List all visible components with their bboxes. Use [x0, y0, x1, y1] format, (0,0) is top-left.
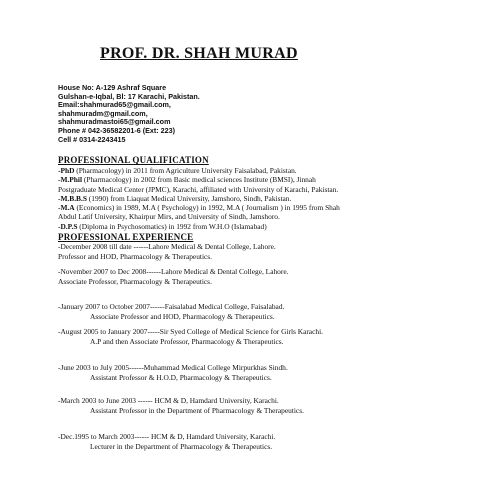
experience-role: Lecturer in the Department of Pharmacology & Therapeutics.	[90, 441, 273, 451]
experience-period: -December 2008 till date ------Lahore Medical & Dental College, Lahore.	[58, 242, 276, 251]
experience-entry	[58, 432, 488, 452]
address-line: House No: A-129 Ashraf Square	[58, 83, 167, 92]
experience-period: -August 2005 to January 2007-----Sir Syed College of Medical Science for Girls Karachi.	[58, 327, 323, 336]
experience-entry	[58, 327, 488, 347]
page-title: PROF. DR. SHAH MURAD	[100, 45, 298, 62]
degree-detail: Abdul Latif University, Khairpur Mirs, and University of Sindh, Jamshoro.	[58, 212, 280, 222]
cell-line: Cell # 0314-2243415	[58, 134, 126, 144]
degree-detail: (1990) from Liaquat Medical University, Jamshoro, Sindh, Pakistan.	[86, 193, 292, 203]
experience-role: Assistant Professor & H.O.D, Pharmacology & Therapeutics.	[90, 372, 272, 382]
qualification-heading: PROFESSIONAL QUALIFICATION	[58, 155, 209, 165]
experience-period: -June 2003 to July 2005------Muhammad Medical College Mirpurkhas Sindh.	[58, 363, 288, 372]
experience-period: -March 2003 to June 2003 ------ HCM & D, Hamdard University, Karachi.	[58, 396, 279, 405]
qualification-item	[58, 203, 488, 212]
email-line: Email:shahmurad65@gmail.com,	[58, 100, 171, 110]
experience-period: -November 2007 to Dec 2008------Lahore Medical & Dental College, Lahore.	[58, 267, 289, 276]
degree-label: -M.B.B.S	[58, 193, 87, 203]
degree-label: -M.Phil	[58, 175, 83, 185]
degree-detail: (Pharmacology) in 2002 from Basic medical sciences Institute (BMSI), Jinnah	[82, 175, 316, 185]
degree-detail: (Pharmacology) in 2011 from Agriculture University Faisalabad, Pakistan.	[74, 166, 297, 175]
contact-block	[58, 84, 200, 144]
address-line: Gulshan-e-Iqbal, Bl: 17 Karachi, Pakistan.	[58, 91, 200, 101]
experience-role: Assistant Professor in the Department of Pharmacology & Therapeutics.	[90, 405, 304, 415]
experience-entry	[58, 267, 488, 287]
qualification-item	[58, 185, 488, 194]
qualification-item	[58, 194, 488, 203]
qualification-list	[58, 166, 488, 231]
qualification-item	[58, 222, 488, 231]
qualification-item	[58, 175, 488, 184]
degree-detail: Postgraduate Medical Center (JPMC), Karachi, affiliated with University of Karachi, Pakistan.	[58, 184, 339, 194]
qualification-item	[58, 212, 488, 221]
experience-entry	[58, 363, 488, 383]
degree-label: -M.A	[58, 203, 75, 213]
experience-heading: PROFESSIONAL EXPERIENCE	[58, 232, 194, 242]
degree-label: -D.P.S	[58, 221, 78, 231]
experience-entry	[58, 302, 488, 322]
degree-detail: (Economics) in 1989, M.A ( Psychology) in 1992, M.A ( Journalism ) in 1995 from Shah	[74, 203, 340, 213]
experience-entry	[58, 242, 488, 262]
experience-role: Associate Professor, Pharmacology & Therapeutics.	[58, 276, 212, 286]
experience-role: Associate Professor and HOD, Pharmacology & Therapeutics.	[90, 311, 275, 321]
experience-role: Professor and HOD, Pharmacology & Therapeutics.	[58, 251, 213, 261]
experience-period: -Dec.1995 to March 2003------ HCM & D, Hamdard University, Karachi.	[58, 432, 276, 441]
email-line: shahmuradmastoi65@gmail.com	[58, 117, 171, 127]
phone-line: Phone # 042-36582201-6 (Ext: 223)	[58, 125, 176, 135]
email-line: shahmuradm@gmail.com,	[58, 108, 148, 118]
qualification-item	[58, 166, 488, 175]
experience-role: A.P and then Associate Professor, Pharmacology & Therapeutics.	[90, 336, 284, 346]
experience-period: -January 2007 to October 2007------Faisalabad Medical College, Faisalabad.	[58, 302, 285, 311]
degree-label: -PhD	[58, 166, 75, 175]
degree-detail: (Diploma in Psychosomatics) in 1992 from W.H.O (Islamabad)	[77, 221, 267, 231]
experience-entry	[58, 396, 488, 416]
